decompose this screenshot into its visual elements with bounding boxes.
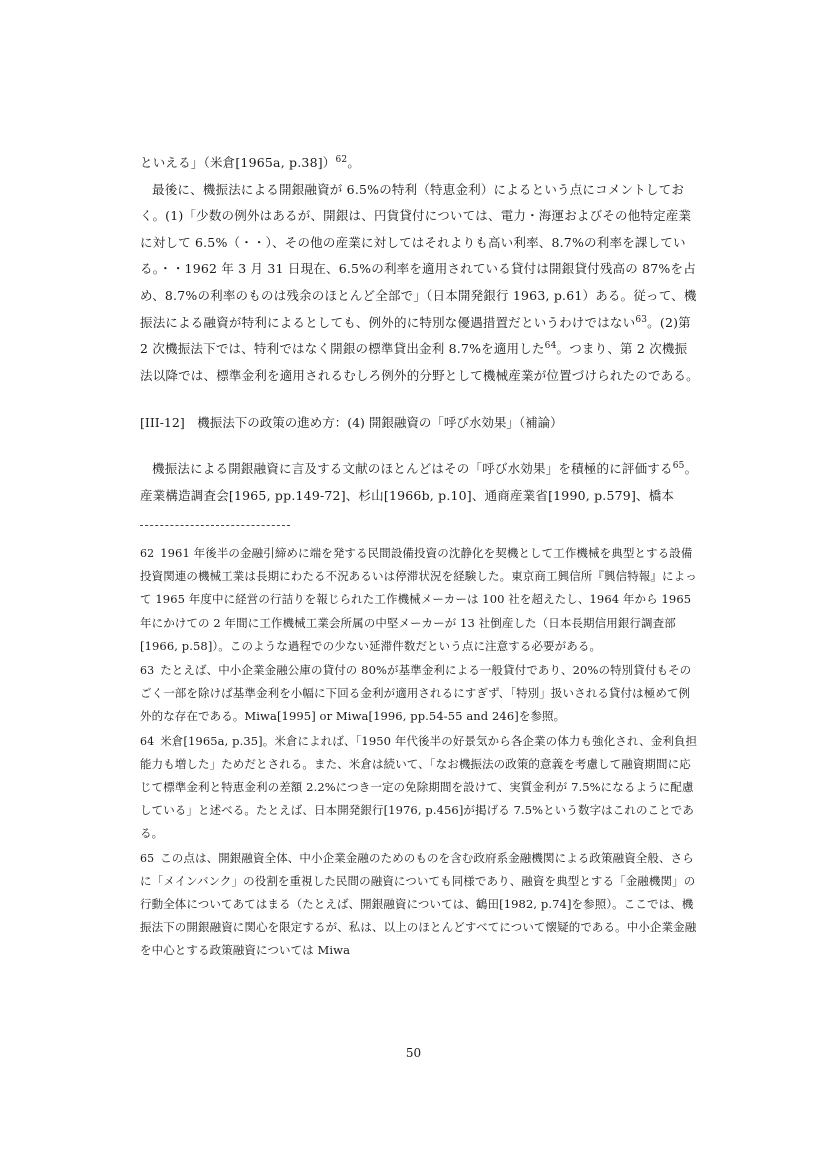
footnote-number: 63	[140, 664, 155, 678]
footnote-ref-65: 65	[672, 460, 685, 471]
footnote-ref-63: 63	[635, 314, 648, 325]
paragraph-2-text-b: 。産業構造調査会[1965, pp.149-72]、杉山[1966b, p.10]、通商産業省[1990, p.579]、橋本	[140, 461, 698, 503]
footnote-63	[140, 659, 700, 729]
paragraph-1-text-b: 。(2)第 2 次機振法下では、特利ではなく開銀の標準貸出金利 8.7%を適用した	[140, 314, 691, 357]
intro-end: 。	[347, 155, 361, 170]
footnote-text: たとえば、中小企業金融公庫の貸付の 80%が基準金利による一般貸付であり、20%の特別貸付もそのごく一部を除けば基準金利を小幅に下回る金利が適用されるにすぎず、「特別」扱いされる貸付は極めて例外的な存在である。Miwa[1995] or Miwa[1996, pp.54-55 and 246]を参照。	[140, 663, 692, 724]
footnote-ref-62: 62	[335, 154, 348, 165]
footnote-separator	[140, 525, 290, 526]
footnote-text: この点は、開銀融資全体、中小企業金融のためのものを含む政府系金融機関による政策融資全般、さらに「メインバンク」の役割を重視した民間の融資についても同様であり、融資を典型とする「金融機関」の行動全体についてあてはまる（たとえば、開銀融資については、鶴田[1982, p.74]を参照）。ここでは、機振法下の開銀融資に関心を限定するが、私は、以上のほとんどすべてについて懐疑的である。中小企業金融を中心とする政策融資については Miwa	[140, 850, 697, 958]
intro-line	[140, 150, 700, 177]
page-number: 50	[405, 1046, 422, 1060]
paragraph-2	[140, 456, 700, 509]
footnote-number: 64	[140, 734, 155, 748]
paragraph-1	[140, 177, 700, 390]
footnote-62	[140, 542, 700, 658]
footnote-ref-64: 64	[544, 341, 557, 351]
footnotes	[140, 542, 700, 964]
footnote-number: 62	[140, 547, 155, 560]
intro-text: といえる」（米倉[1965a, p.38]）	[140, 155, 336, 170]
paragraph-2-text-a: 機振法による開銀融資に言及する文献のほとんどはその「呼び水効果」を積極的に評価する	[152, 461, 673, 476]
footnote-65	[140, 847, 700, 963]
footnote-64	[140, 730, 700, 846]
section-heading: [III-12] 機振法下の政策の進め方：(4) 開銀融資の「呼び水効果」（補論）	[140, 415, 563, 430]
body-text-2	[140, 456, 700, 509]
paragraph-1-text-a: 最後に、機振法による開銀融資が 6.5%の特利（特恵金利）によるという点にコメントしておく。(1)「少数の例外はあるが、開銀は、円貨貸付については、電力・海運およびその他特定産業に対して 6.5%（・・）、その他の産業に対してはそれよりも高い利率、8.7%の利率を課している。・・1962 年 3 月 31 日現在、6.5%の利率を適用されている貸付は開銀貸付残高の 87%を占め、8.7%の利率のものは残余のほとんど全部で」（日本開発銀行 1963, p.61）ある。従って、機振法による融資が特利によるとしても、例外的に特別な優遇措置だというわけではない	[140, 181, 697, 330]
footnote-number: 65	[140, 851, 155, 865]
footnote-text: 1961 年後半の金融引締めに端を発する民間設備投資の沈静化を契機として工作機械を典型とする設備投資関連の機械工業は長期にわたる不況あるいは停滞状況を経験した。東京商工興信所『興信特報』によって 1965 年度中に経営の行詰りを報じられた工作機械メーカーは 100 社を超えたし、1964 年から 1965 年にかけての 2 年間に工作機械工業会所属の中堅メーカーが 13 社倒産した（日本長期信用銀行調査部[1966, p.58]）。このような過程での少ない延滞件数だという点に注意する必要がある。	[140, 546, 697, 653]
body-text	[140, 150, 700, 389]
footnote-text: 米倉[1965a, p.35]。米倉によれば、「1950 年代後半の好景気から各企業の体力も強化され、金利負担能力も増した」ためだとされる。また、米倉は続いて、「なお機振法の政策的意義を考慮して融資期間に応じて標準金利と特恵金利の差額 2.2%につき一定の免除期間を設けて、実質金利が 7.5%になるように配慮している」と述べる。たとえば、日本開発銀行[1976, p.456]が掲げる 7.5%という数字はこれのことである。	[140, 733, 698, 841]
paragraph-1-text-c: 。つまり、第 2 次機振法以降では、標準金利を適用されるむしろ例外的分野として機械産業が位置づけられたのである。	[140, 341, 699, 383]
